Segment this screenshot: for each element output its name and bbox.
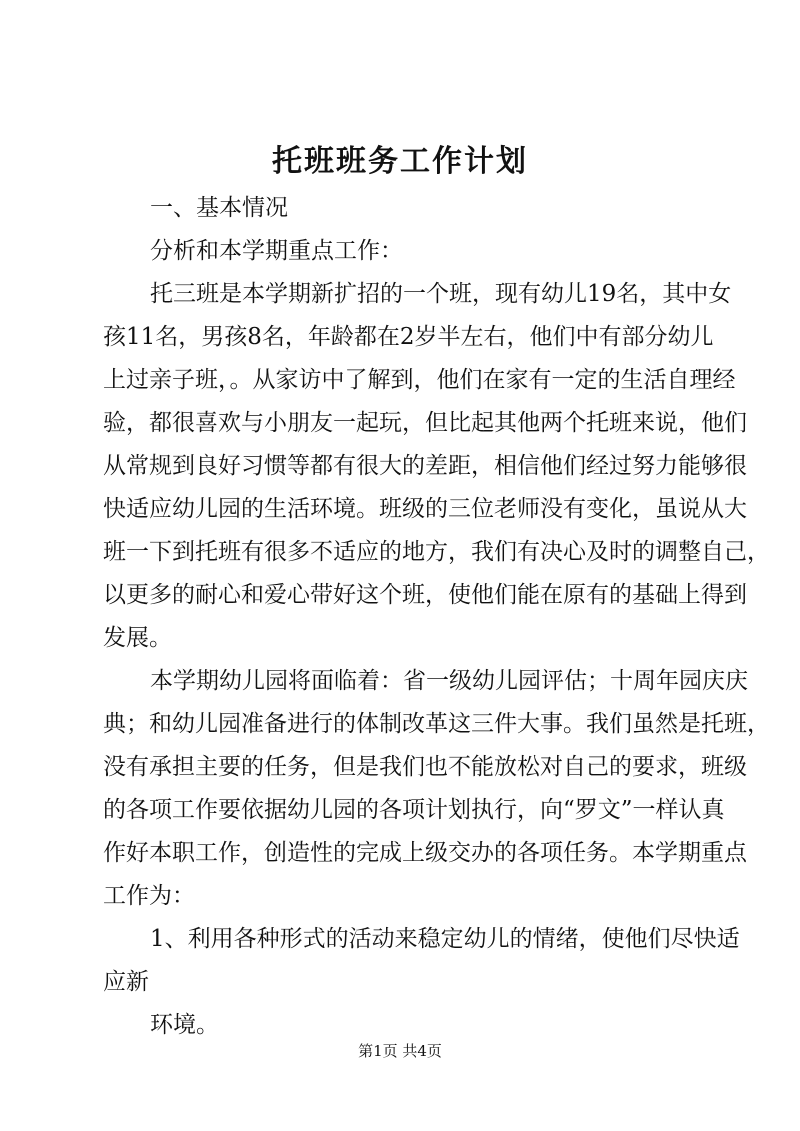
list-item-line: 应新 (103, 969, 149, 995)
paragraph-line: 孩11名，男孩8名，年龄都在2岁半左右，他们中有部分幼儿 (103, 324, 714, 350)
paragraph-line: 以更多的耐心和爱心带好这个班，使他们能在原有的基础上得到 (103, 582, 747, 608)
paragraph-line: 典；和幼儿园准备进行的体制改革这三件大事。我们虽然是托班， (103, 711, 770, 737)
paragraph-line: 托三班是本学期新扩招的一个班，现有幼儿19名，其中女 (150, 281, 732, 307)
paragraph-line: 作好本职工作，创造性的完成上级交办的各项任务。本学期重点 (103, 840, 747, 866)
list-item-line: 环境。 (150, 1012, 219, 1038)
list-item-line: 1、利用各种形式的活动来稳定幼儿的情绪，使他们尽快适 (150, 926, 740, 952)
paragraph-line: 发展。 (103, 625, 172, 651)
page-footer: 第1页 共4页 (358, 1042, 442, 1060)
paragraph-line: 的各项工作要依据幼儿园的各项计划执行，向“罗文”一样认真 (103, 797, 725, 823)
paragraph-line: 验，都很喜欢与小朋友一起玩，但比起其他两个托班来说，他们 (103, 410, 747, 436)
subheading: 分析和本学期重点工作： (150, 238, 403, 264)
paragraph-line: 上过亲子班，。从家访中了解到，他们在家有一定的生活自理经 (103, 367, 736, 393)
paragraph-line: 没有承担主要的任务，但是我们也不能放松对自己的要求，班级 (103, 754, 747, 780)
paragraph-line: 快适应幼儿园的生活环境。班级的三位老师没有变化，虽说从大 (103, 496, 747, 522)
section-heading: 一、基本情况 (150, 195, 288, 221)
document-title: 托班班务工作计划 (272, 144, 528, 179)
paragraph-line: 从常规到良好习惯等都有很大的差距，相信他们经过努力能够很 (103, 453, 747, 479)
paragraph-line: 班一下到托班有很多不适应的地方，我们有决心及时的调整自己， (103, 539, 770, 565)
paragraph-line: 本学期幼儿园将面临着：省一级幼儿园评估；十周年园庆庆 (150, 668, 748, 694)
paragraph-line: 工作为： (103, 883, 195, 909)
